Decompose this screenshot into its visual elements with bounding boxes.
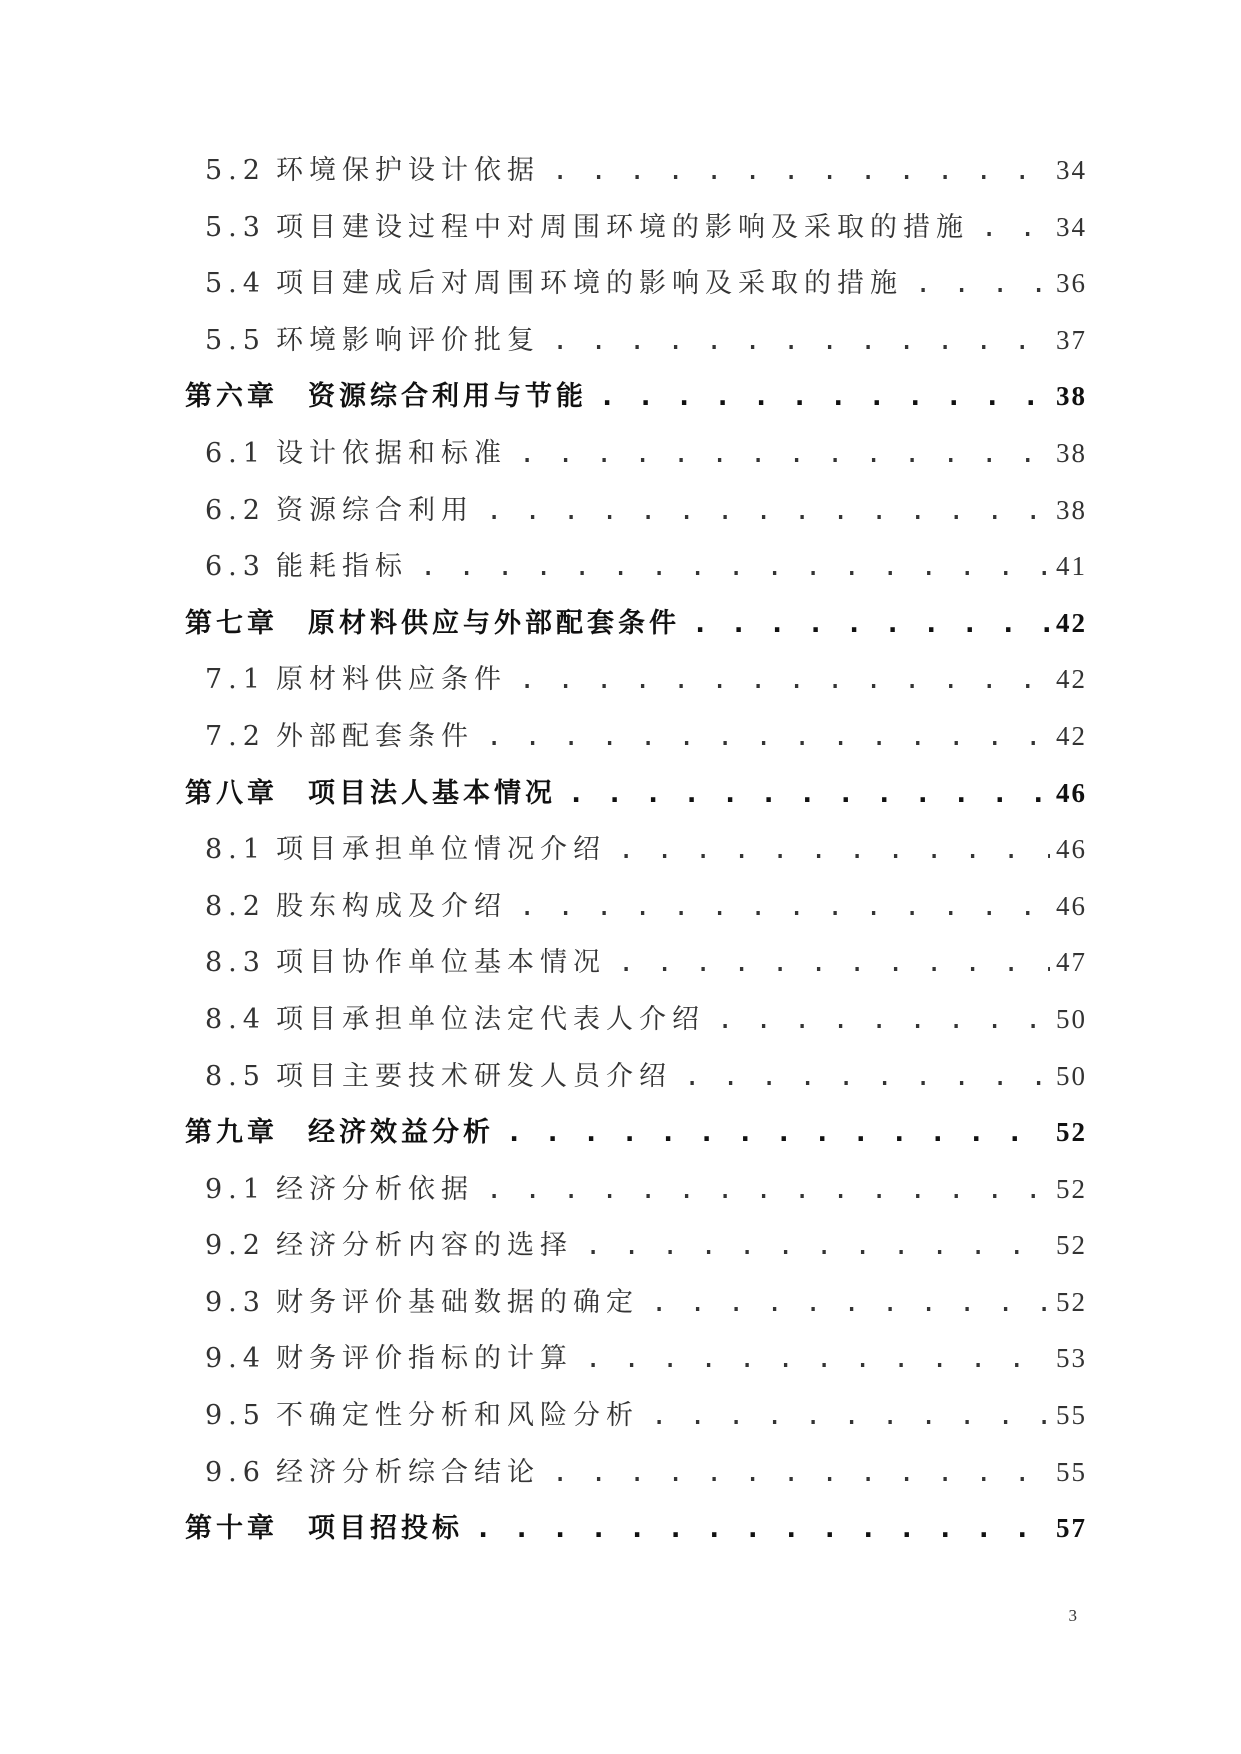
dot-leader — [506, 1105, 1050, 1162]
toc-entry-title: 项目法人基本情况 — [308, 777, 556, 809]
dot-leader — [618, 935, 1050, 992]
toc-entry-title: 经济分析依据 — [275, 1173, 474, 1205]
dot-leader — [915, 256, 1050, 313]
toc-entry-number: 5.3 — [205, 211, 266, 243]
toc-chapter-entry[interactable] — [185, 1104, 1087, 1161]
toc-section-entry[interactable] — [185, 1217, 1087, 1274]
dot-leader — [519, 879, 1050, 936]
toc-entry-page: 55 — [1056, 1456, 1087, 1487]
toc-entry-title: 股东构成及介绍 — [275, 890, 507, 922]
toc-entry-title: 环境保护设计依据 — [275, 155, 540, 186]
toc-entry-title: 项目建成后对周围环境的影响及采取的措施 — [275, 268, 903, 300]
toc-entry-title: 能耗指标 — [275, 551, 408, 583]
toc-entry-page: 50 — [1056, 1003, 1087, 1034]
toc-section-entry[interactable] — [185, 482, 1087, 539]
dot-leader — [519, 426, 1050, 483]
toc-entry-number: 第九章 — [185, 1117, 278, 1149]
toc-section-entry[interactable] — [185, 425, 1087, 482]
toc-section-entry[interactable] — [185, 255, 1087, 312]
dot-leader — [585, 1331, 1050, 1388]
toc-section-entry[interactable] — [185, 651, 1087, 708]
toc-entry-title: 财务评价指标的计算 — [275, 1343, 573, 1375]
toc-entry-title: 项目招投标 — [308, 1513, 463, 1545]
toc-entry-number: 5.4 — [205, 268, 266, 300]
toc-entry-title: 财务评价基础数据的确定 — [275, 1286, 639, 1318]
toc-section-entry[interactable] — [185, 538, 1087, 595]
toc-entry-title: 经济分析内容的选择 — [275, 1230, 573, 1262]
toc-entry-page: 37 — [1056, 324, 1087, 355]
toc-entry-number: 8.2 — [205, 890, 266, 922]
dot-leader — [568, 766, 1050, 823]
toc-section-entry[interactable] — [185, 199, 1087, 256]
toc-entry-title: 项目建设过程中对周围环境的影响及采取的措施 — [275, 211, 969, 243]
toc-section-entry[interactable] — [185, 1444, 1087, 1501]
toc-entry-number: 9.5 — [205, 1400, 266, 1432]
dot-leader — [599, 369, 1050, 426]
dot-leader — [717, 992, 1050, 1049]
toc-entry-title: 项目协作单位基本情况 — [275, 947, 606, 979]
toc-entry-page: 34 — [1056, 155, 1087, 185]
toc-section-entry[interactable] — [185, 142, 1087, 199]
toc-entry-number: 9.1 — [205, 1173, 266, 1205]
toc-section-entry[interactable] — [185, 1161, 1087, 1218]
toc-entry-number: 8.5 — [205, 1060, 266, 1092]
toc-entry-number: 9.6 — [205, 1456, 266, 1488]
toc-entry-title: 资源综合利用与节能 — [308, 381, 587, 413]
toc-entry-title: 原材料供应与外部配套条件 — [308, 607, 680, 639]
toc-entry-number: 8.4 — [205, 1003, 266, 1035]
toc-entry-page: 52 — [1056, 1173, 1087, 1204]
toc-entry-number: 5.5 — [205, 324, 266, 356]
toc-entry-number: 6.3 — [205, 551, 266, 583]
toc-entry-title: 环境影响评价批复 — [275, 324, 540, 356]
toc-entry-title: 项目承担单位法定代表人介绍 — [275, 1003, 705, 1035]
toc-entry-number: 6.2 — [205, 494, 266, 526]
toc-entry-page: 46 — [1056, 777, 1087, 808]
toc-entry-title: 项目承担单位情况介绍 — [275, 834, 606, 866]
toc-entry-page: 38 — [1056, 494, 1087, 525]
toc-entry-page: 42 — [1056, 607, 1087, 638]
dot-leader — [552, 313, 1050, 370]
dot-leader — [981, 200, 1050, 257]
toc-entry-page: 38 — [1056, 437, 1087, 468]
dot-leader — [486, 709, 1050, 766]
toc-entry-title: 不确定性分析和风险分析 — [275, 1400, 639, 1432]
dot-leader — [651, 1388, 1050, 1445]
toc-section-entry[interactable] — [185, 1048, 1087, 1105]
toc-section-entry[interactable] — [185, 934, 1087, 991]
toc-entry-page: 46 — [1056, 890, 1087, 921]
toc-entry-page: 52 — [1056, 1286, 1087, 1317]
toc-chapter-entry[interactable] — [185, 765, 1087, 822]
toc-entry-number: 9.3 — [205, 1286, 266, 1318]
dot-leader — [420, 539, 1050, 596]
toc-entry-number: 8.3 — [205, 947, 266, 979]
dot-leader — [552, 1445, 1050, 1502]
dot-leader — [552, 143, 1050, 200]
toc-section-entry[interactable] — [185, 312, 1087, 369]
page-number: 3 — [1068, 1606, 1077, 1625]
toc-entry-number: 6.1 — [205, 437, 266, 469]
toc-entry-page: 52 — [1056, 1117, 1087, 1148]
toc-entry-page: 47 — [1056, 947, 1087, 978]
toc-entry-page: 36 — [1056, 268, 1087, 299]
toc-section-entry[interactable] — [185, 1274, 1087, 1331]
toc-section-entry[interactable] — [185, 878, 1087, 935]
toc-section-entry[interactable] — [185, 1387, 1087, 1444]
toc-entry-title: 设计依据和标准 — [275, 437, 507, 469]
dot-leader — [684, 1049, 1050, 1106]
toc-entry-page: 50 — [1056, 1060, 1087, 1091]
toc-entry-number: 第六章 — [185, 381, 278, 413]
toc-entry-number: 7.2 — [205, 720, 266, 752]
dot-leader — [651, 1275, 1050, 1332]
toc-entry-page: 34 — [1056, 211, 1087, 242]
toc-entry-title: 经济效益分析 — [308, 1117, 494, 1149]
toc-section-entry[interactable] — [185, 708, 1087, 765]
toc-entry-title: 项目主要技术研发人员介绍 — [275, 1060, 672, 1092]
toc-chapter-entry[interactable] — [185, 368, 1087, 425]
toc-chapter-entry[interactable] — [185, 1500, 1087, 1557]
toc-entry-page: 38 — [1056, 381, 1087, 412]
toc-entry-number: 第七章 — [185, 607, 278, 639]
toc-entry-number: 第十章 — [185, 1513, 278, 1545]
toc-entry-title: 资源综合利用 — [275, 494, 474, 526]
toc-entry-page: 42 — [1056, 664, 1087, 695]
dot-leader — [519, 652, 1050, 709]
dot-leader — [618, 822, 1050, 879]
toc-section-entry[interactable] — [185, 821, 1087, 878]
table-of-contents — [185, 142, 1087, 1557]
toc-entry-page: 41 — [1056, 551, 1087, 582]
toc-section-entry[interactable] — [185, 991, 1087, 1048]
toc-chapter-entry[interactable] — [185, 595, 1087, 652]
toc-entry-page: 42 — [1056, 720, 1087, 751]
toc-entry-number: 7.1 — [205, 664, 266, 696]
toc-entry-title: 经济分析综合结论 — [275, 1456, 540, 1488]
dot-leader — [692, 596, 1050, 653]
dot-leader — [486, 483, 1050, 540]
toc-entry-number: 8.1 — [205, 834, 266, 866]
toc-entry-page: 52 — [1056, 1230, 1087, 1261]
toc-entry-number: 9.2 — [205, 1230, 266, 1262]
dot-leader — [475, 1501, 1050, 1558]
toc-entry-number: 5.2 — [205, 155, 266, 186]
dot-leader — [486, 1162, 1050, 1219]
toc-entry-number: 9.4 — [205, 1343, 266, 1375]
toc-entry-number: 第八章 — [185, 777, 278, 809]
toc-entry-page: 46 — [1056, 834, 1087, 865]
toc-entry-page: 57 — [1056, 1513, 1087, 1544]
toc-entry-page: 55 — [1056, 1400, 1087, 1431]
dot-leader — [585, 1218, 1050, 1275]
toc-entry-page: 53 — [1056, 1343, 1087, 1374]
toc-entry-title: 外部配套条件 — [275, 720, 474, 752]
toc-section-entry[interactable] — [185, 1330, 1087, 1387]
toc-entry-title: 原材料供应条件 — [275, 664, 507, 696]
